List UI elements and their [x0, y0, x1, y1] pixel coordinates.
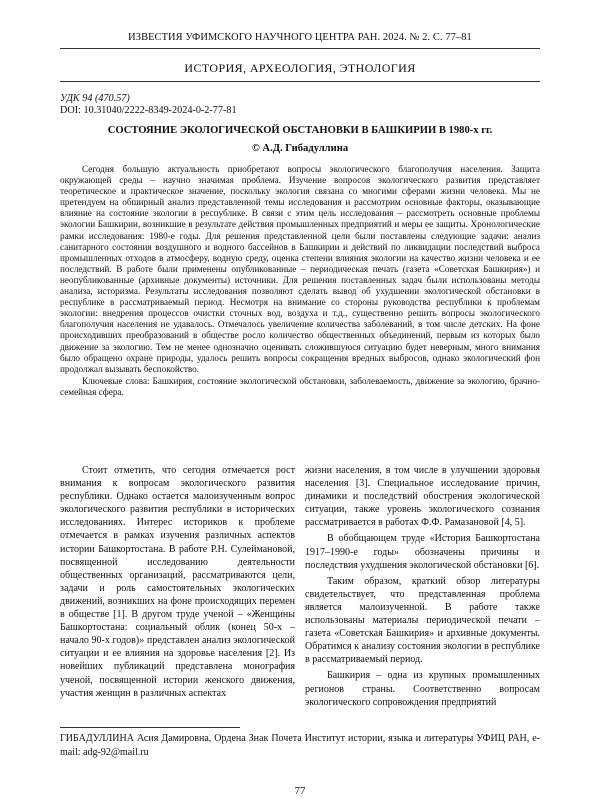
page-number: 77	[294, 785, 306, 797]
abstract	[60, 164, 540, 398]
section-rule	[60, 81, 540, 82]
footnote-rule	[60, 727, 240, 728]
body-paragraph: Стоит отметить, что сегодня отмечается рост внимания к вопросам экологического развития республики. Однако остается малоизученным вопрос экологического развития республики в исторических исследованиях. Интерес историков к проблеме отмечается в рамках изучения различных аспектов истории Башкортостана. В работе Р.Н. Сулеймановой, посвященной исследованию деятельности общественных организаций, рассматриваются цели, задачи и роль самостоятельных экологических движений, возникших на фоне происходящих перемен в обществе [1]. В другом труде ученой – «Женщины Башкортостана: социальный облик (конец 50-х – начало 90-х годов)» представлен анализ экологической ситуации и ее влияния на здоровье населения [2]. Из новейших публикаций представлена монография ученой, посвященной истории женского движения, участия женщин в различных аспектах	[60, 465, 295, 699]
body-paragraph: В обобщающем труде «История Башкортостана 1917–1990-е годы» обозначены причины и последствия ухудшения экологической обстановки [6].	[305, 533, 540, 571]
right-column	[305, 464, 540, 722]
keywords: Ключевые слова: Башкирия, состояние экологической обстановки, заболеваемость, движение за экологию, брачно-семейная сфера.	[60, 375, 540, 397]
udk-code: УДК 94 (470.57)	[60, 93, 130, 104]
body-paragraph: Таким образом, краткий обзор литературы свидетельствует, что представленная проблема является малоизученной. В работе также использованы материалы периодической печати – газета «Советская Башкирия» и архивные документы. Обратимся к анализу состояния экологии в республике в рассматриваемый период.	[305, 575, 540, 666]
body-columns	[60, 464, 540, 722]
body-paragraph: жизни населения, в том числе в улучшении здоровья населения [3]. Специальное исследование причин, динамики и последствий обострения экологической ситуации, также уровень экологического сознания рассматривается в работах Ф.Ф. Рамазановой [4, 5].	[305, 465, 540, 529]
article-author: © А.Д. Гибадуллина	[251, 143, 349, 154]
section-title: ИСТОРИЯ, АРХЕОЛОГИЯ, ЭТНОЛОГИЯ	[184, 61, 416, 75]
abstract-text: Сегодня большую актуальность приобретают вопросы экологического благополучия населения. Защита окружающей среды – научно значимая проблема. Изучение вопросов экологического развития представляет теоретическое и практическое значение, поскольку экология связана со многими сферами жизни человека. Мы не претендуем на обширный анализ представленной темы исследования и рассмотрим основные факторы, оказывающие влияние на состояние экологии в республике. В связи с этим цель исследования – рассмотреть основные проблемы экологии Башкирии, возникшие в результате действия промышленных предприятий и меры ее защиты. Хронологические рамки исследования: 1980-е годы. Для решения представленной цели были поставлены следующие задачи: анализ санитарного состояния воздушного и водного бассейнов в Башкирии и действий по ликвидации последствий выброса промышленных отходов в атмосферу, водную среду, оценка степени влияния экологии на качество жизни человека и ее последствий. В работе были применены опубликованные – периодическая печать (газета «Советская Башкирия») и неопубликованные (архивные документы) источники. Для решения поставленных задач были использованы методы анализа, историзма. Результаты исследования позволяют сделать вывод об ухудшении экологической обстановки в республике в рассматриваемый период. Несмотря на внимание со стороны руководства республики к проблемам экологии: внедрения процессов очистки сточных вод, воздуха и т.д., существенно решить вопросы экологического благополучия населения не удавалось. Отмечалось увеличение количества заболеваний, в том числе детских. На фоне происходивших преобразований в обществе росло количество общественных объединений, первым из которых было движение за экологию. Тем не менее однозначно оценивать сложившуюся ситуацию будет неверным, много внимания было обращено охране природы, удалось решить вопросы сокращения вредных выбросов, однако экологический фон продолжал вызывать беспокойство.	[60, 164, 540, 374]
header-rule	[60, 48, 540, 49]
doi[interactable]: DOI: 10.31040/2222-8349-2024-0-2-77-81	[60, 105, 237, 116]
journal-header: ИЗВЕСТИЯ УФИМСКОГО НАУЧНОГО ЦЕНТРА РАН. 2024. № 2. С. 77–81	[128, 32, 472, 43]
body-paragraph: Башкирия – одна из крупных промышленных регионов страны. Соответственно вопросам экологического сопровождения предприятий	[305, 670, 540, 708]
left-column	[60, 464, 295, 722]
article-title: СОСТОЯНИЕ ЭКОЛОГИЧЕСКОЙ ОБСТАНОВКИ В БАШКИРИИ В 1980-х гг.	[107, 125, 493, 136]
author-footnote: ГИБАДУЛЛИНА Асия Дамировна, Ордена Знак Почета Институт истории, языка и литературы УФИЦ РАН, e-mail: adg-92@mail.ru	[60, 733, 540, 758]
